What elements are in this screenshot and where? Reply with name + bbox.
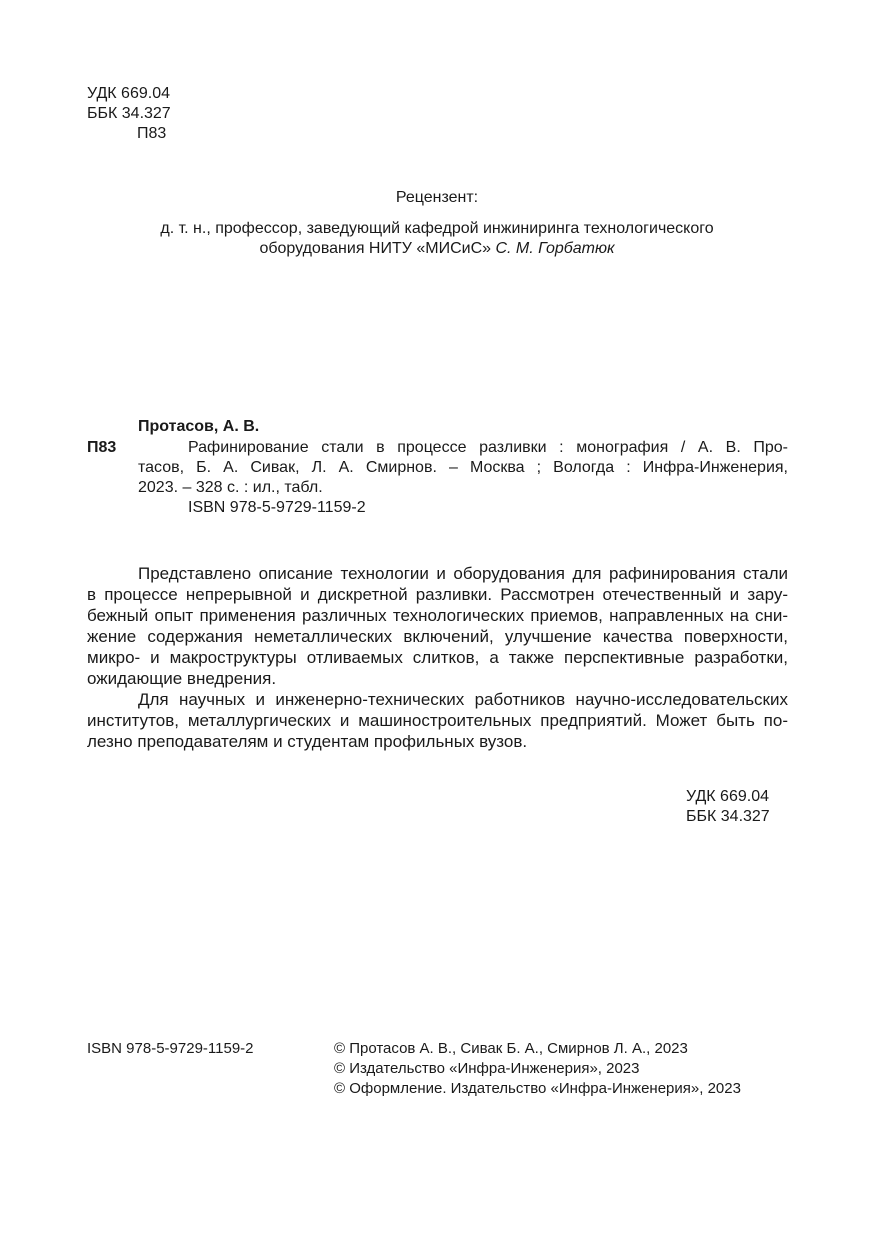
catalog-line-3: 2023. – 328 с. : ил., табл.	[138, 479, 323, 496]
abstract-p1-line: ожидающие внедрения.	[87, 669, 277, 688]
catalog-line-1: Рафинирование стали в процессе разливки : монография / А. В. Про-	[188, 439, 788, 456]
abstract-p2-line: институтов, металлургических и машиностроительных предприятий. Может быть по-	[87, 711, 788, 730]
reviewer-line-2	[87, 239, 787, 259]
reviewer-name: С. М. Горбатюк	[495, 240, 615, 257]
author-mark: П83	[137, 125, 167, 142]
copyright-line: © Протасов А. В., Сивак Б. А., Смирнов Л. А., 2023	[334, 1040, 688, 1057]
abstract-p1-line: жение содержания неметаллических включений, улучшение качества поверхности,	[87, 627, 788, 646]
reviewer-heading: Рецензент:	[395, 189, 479, 206]
reviewer-affiliation: оборудования НИТУ «МИСиС»	[259, 240, 496, 257]
copyright-line: © Оформление. Издательство «Инфра-Инженерия», 2023	[334, 1080, 741, 1097]
reviewer-info	[87, 219, 787, 259]
udk-code: УДК 669.04	[87, 85, 170, 102]
abstract-p1-line: бежный опыт применения различных технологических приемов, направленных на сни-	[87, 606, 788, 625]
classification-bottom	[686, 787, 770, 827]
abstract-p1-line: микро- и макроструктуры отливаемых слитков, а также перспективные разработки,	[87, 648, 788, 667]
catalog-line-2: тасов, Б. А. Сивак, Л. А. Смирнов. – Москва ; Вологда : Инфра-Инженерия,	[138, 459, 788, 476]
catalog-author: Протасов, А. В.	[138, 418, 260, 435]
abstract-p1-line: Представлено описание технологии и оборудования для рафинирования стали	[138, 564, 788, 583]
footer-isbn: ISBN 978-5-9729-1159-2	[87, 1040, 254, 1057]
reviewer-line-1: д. т. н., профессор, заведующий кафедрой инжиниринга технологического	[160, 220, 714, 237]
bbk-code-bottom: ББК 34.327	[686, 808, 770, 825]
bbk-code: ББК 34.327	[87, 105, 171, 122]
catalog-description	[138, 438, 788, 518]
copyright-block	[334, 1039, 741, 1099]
catalog-mark: П83	[87, 439, 117, 456]
classification-top	[87, 84, 171, 144]
udk-code-bottom: УДК 669.04	[686, 788, 769, 805]
abstract-p1-line: в процессе непрерывной и дискретной разливки. Рассмотрен отечественный и зару-	[87, 585, 788, 604]
abstract	[87, 563, 788, 752]
catalog-isbn: ISBN 978-5-9729-1159-2	[188, 499, 366, 516]
abstract-p2-line: лезно преподавателям и студентам профильных вузов.	[87, 732, 528, 751]
copyright-line: © Издательство «Инфра-Инженерия», 2023	[334, 1060, 640, 1077]
abstract-p2-line: Для научных и инженерно-технических работников научно-исследовательских	[138, 690, 788, 709]
